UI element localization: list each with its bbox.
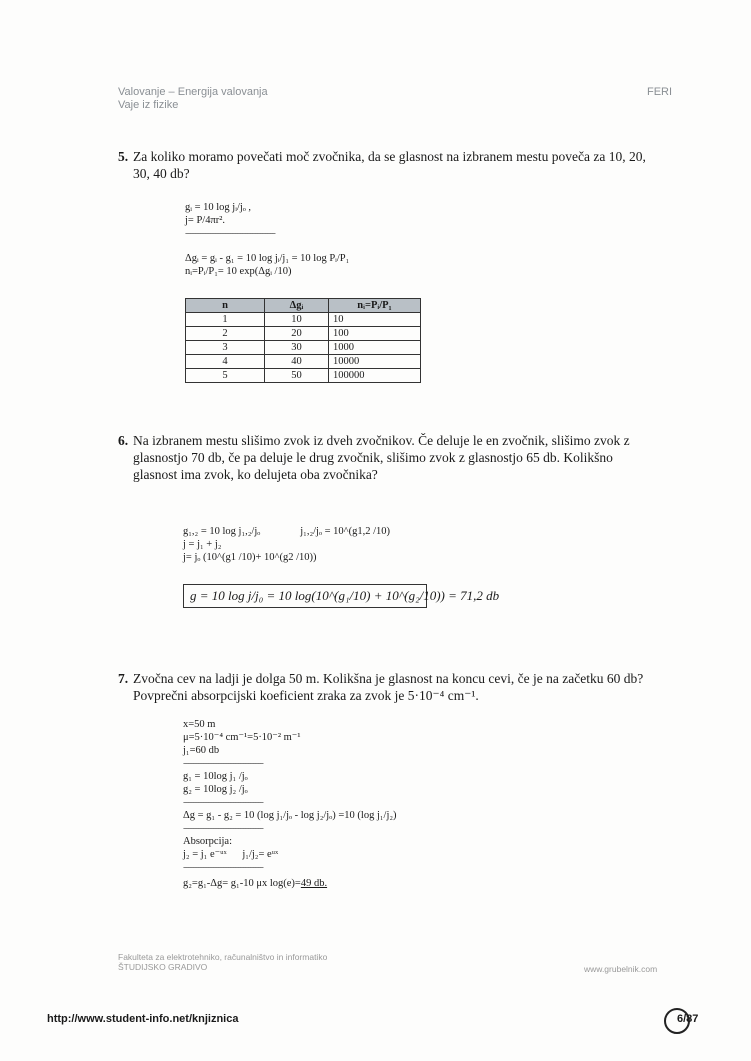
header-title: [118, 86, 268, 112]
separator: ------------------------------------: [185, 228, 275, 239]
formula: nᵢ=Pᵢ/P₁= 10 exp(Δgᵢ /10): [185, 266, 292, 277]
problem-5: [118, 148, 658, 181]
table-header: [186, 299, 421, 313]
formula: j = j₁ + j₂: [183, 539, 222, 550]
cell: 1000: [329, 341, 421, 355]
header-line1: Valovanje – Energija valovanja: [118, 86, 268, 98]
final-answer: 49 db.: [300, 878, 328, 889]
cell: 10000: [329, 355, 421, 369]
separator: --------------------------------: [183, 758, 263, 769]
footer-website: www.grubelnik.com: [584, 964, 658, 974]
formula: g₁,₂ = 10 log j₁,₂/jₒ: [183, 526, 261, 537]
formula: Δgᵢ = gᵢ - g₁ = 10 log jᵢ/j₁ = 10 log Pᵢ/P₁: [185, 253, 350, 264]
separator: --------------------------------: [183, 862, 263, 873]
table-row: [186, 313, 421, 327]
cell: 10: [265, 313, 329, 327]
column-header: nᵢ=Pᵢ/P₁: [329, 299, 421, 313]
problem-number: 7.: [118, 671, 129, 686]
table-row: [186, 355, 421, 369]
cell: 40: [265, 355, 329, 369]
problem-number: 5.: [118, 149, 129, 164]
cell: 3: [186, 341, 265, 355]
footer-institution: [118, 952, 327, 972]
formula: gᵢ = 10 log jᵢ/jₒ ,: [185, 202, 252, 213]
problem-6: [118, 432, 658, 482]
formula: j₂ = j₁ e⁻ᵘˣ j₁/j₂= eᵘˣ: [183, 849, 279, 860]
problem-number: 6.: [118, 433, 129, 448]
formula: j= jₒ (10^(g1 /10)+ 10^(g2 /10)): [183, 552, 317, 563]
formula: μ=5·10⁻⁴ cm⁻¹=5·10⁻² m⁻¹: [183, 732, 301, 743]
column-header: n: [186, 299, 265, 313]
header-line2: Vaje iz fizike: [118, 99, 179, 111]
problem-text: Na izbranem mestu slišimo zvok iz dveh zvočnikov. Če deluje le en zvočnik, slišimo zvok z glasnostjo 70 db, če pa deluje le drug zvočnik, slišimo zvok z glasnostjo 65 db. Kolikšno glasnost ima zvok, ko delujeta oba zvočnika?: [133, 433, 630, 482]
final-formula: g₂=g₁-Δg= g₁-10 μx log(e)=: [183, 878, 301, 889]
cell: 100: [329, 327, 421, 341]
problem-7-formulas: [183, 718, 397, 890]
formula: Absorpcija:: [183, 836, 232, 847]
separator: --------------------------------: [183, 823, 263, 834]
formula: j₁=60 db: [183, 745, 220, 756]
page-number: 6/87: [677, 1013, 699, 1025]
problem-7: [118, 670, 658, 703]
cell: 30: [265, 341, 329, 355]
table-row: [186, 341, 421, 355]
problem-6-formulas: [183, 525, 390, 564]
problem-5-formulas: [185, 201, 349, 278]
formula: j₁,₂/jₒ = 10^(g1,2 /10): [300, 526, 390, 537]
cell: 100000: [329, 369, 421, 383]
problem-text: Za koliko moramo povečati moč zvočnika, da se glasnost na izbranem mestu poveča za 10, 20, 30, 40 db?: [133, 149, 646, 181]
separator: --------------------------------: [183, 797, 263, 808]
cell: 20: [265, 327, 329, 341]
formula: Δg = g₁ - g₂ = 10 (log j₁/jₒ - log j₂/jₒ) =10 (log j₁/j₂): [183, 810, 397, 821]
cell: 50: [265, 369, 329, 383]
problem-text: Zvočna cev na ladji je dolga 50 m. Kolikšna je glasnost na koncu cevi, če je na začetku 60 db? Povprečni absorpcijski koeficient zraka za zvok je 5·10⁻⁴ cm⁻¹.: [133, 671, 644, 703]
result-box: g = 10 log j/j₀ = 10 log(10^(g₁/10) + 10^(g₂/10)) = 71,2 db: [183, 584, 427, 608]
footer-line2: ŠTUDIJSKO GRADIVO: [118, 962, 208, 972]
column-header: Δgᵢ: [265, 299, 329, 313]
cell: 4: [186, 355, 265, 369]
footer-line1: Fakulteta za elektrotehniko, računalništvo in informatiko: [118, 952, 328, 962]
table-row: [186, 327, 421, 341]
formula: g₁ = 10log j₁ /jₒ: [183, 771, 248, 782]
formula: g₂ = 10log j₂ /jₒ: [183, 784, 248, 795]
results-table: [185, 298, 421, 383]
table-row: [186, 369, 421, 383]
cell: 1: [186, 313, 265, 327]
cell: 5: [186, 369, 265, 383]
formula: x=50 m: [183, 719, 216, 730]
header-right: FERI: [647, 86, 673, 98]
source-url[interactable]: http://www.student-info.net/knjiznica: [47, 1013, 239, 1025]
formula: j= P/4πr².: [185, 215, 226, 226]
cell: 2: [186, 327, 265, 341]
cell: 10: [329, 313, 421, 327]
